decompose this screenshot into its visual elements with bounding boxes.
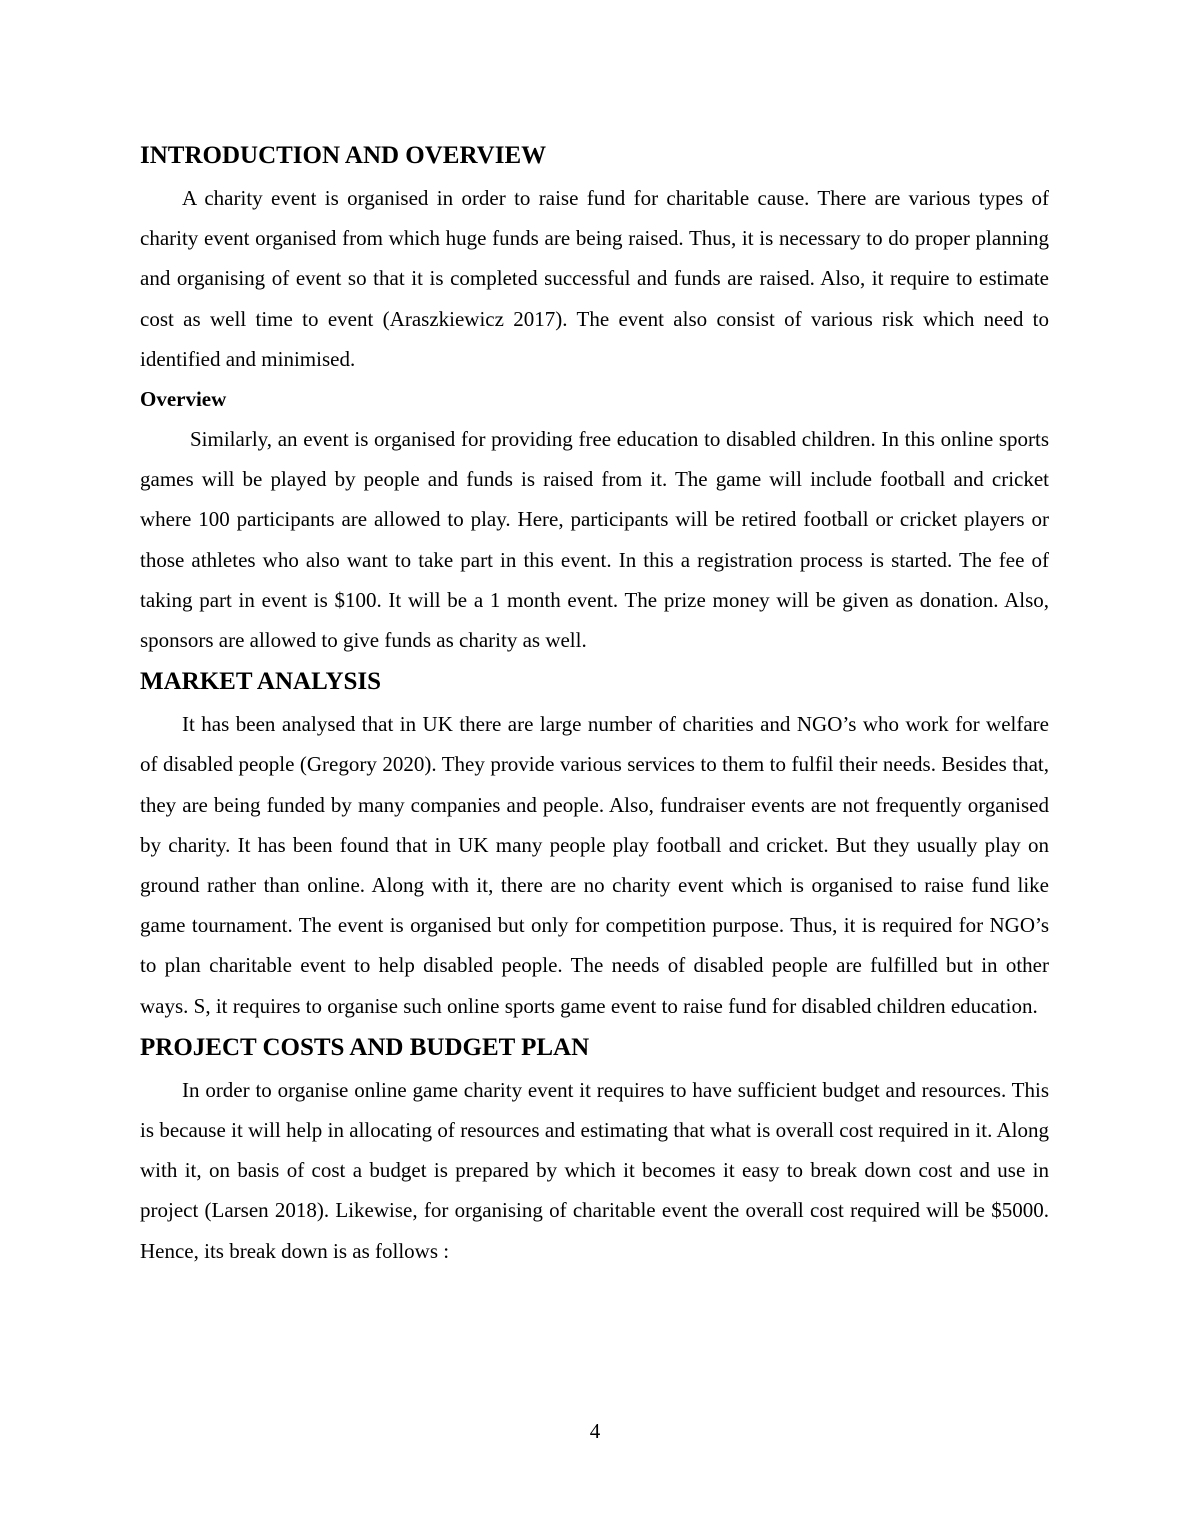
- overview-paragraph: Similarly, an event is organised for providing free education to disabled children. In this online sports games will be played by people and funds is raised from it. The game will include football and cricket where 100 participants are allowed to play. Here, participants will be retired football or cricket players or those athletes who also want to take part in this event. In this a registration process is started. The fee of taking part in event is $100. It will be a 1 month event. The prize money will be given as donation. Also, sponsors are allowed to give funds as charity as well.: [140, 427, 1049, 653]
- budget-plan-paragraph: In order to organise online game charity event it requires to have sufficient budget and resources. This is because it will help in allocating of resources and estimating that what is overall cost required in it. Along with it, on basis of cost a budget is prepared by which it becomes it easy to break down cost and use in project (Larsen 2018). Likewise, for organising of charitable event the overall cost required will be $5000. Hence, its break down is as follows :: [140, 1077, 1049, 1263]
- budget-plan-section: [140, 1030, 1049, 1271]
- introduction-paragraph: A charity event is organised in order to raise fund for charitable cause. There are various types of charity event organised from which huge funds are being raised. Thus, it is necessary to do proper planning and organising of event so that it is completed successful and funds are raised. Also, it require to estimate cost as well time to event (Araszkiewicz 2017). The event also consist of various risk which need to identified and minimised.: [140, 186, 1049, 371]
- market-analysis-section: [140, 664, 1049, 1026]
- introduction-heading: INTRODUCTION AND OVERVIEW: [140, 142, 547, 169]
- introduction-section: [140, 138, 1049, 660]
- document-page: [140, 138, 1049, 1271]
- budget-plan-heading: PROJECT COSTS AND BUDGET PLAN: [140, 1033, 590, 1061]
- overview-subheading: Overview: [140, 387, 227, 412]
- market-analysis-heading: MARKET ANALYSIS: [140, 668, 382, 696]
- market-analysis-paragraph: It has been analysed that in UK there are large number of charities and NGO’s who work for welfare of disabled people (Gregory 2020). They provide various services to them to fulfil their needs. Besides that, they are being funded by many companies and people. Also, fundraiser events are not frequently organised by charity. It has been found that in UK many people play football and cricket. But they usually play on ground rather than online. Along with it, there are no charity event which is organised to raise fund like game tournament. The event is organised but only for competition purpose. Thus, it is required for NGO’s to plan charitable event to help disabled people. The needs of disabled people are fulfilled but in other ways. S, it requires to organise such online sports game event to raise fund for disabled children education.: [140, 712, 1049, 1018]
- page-number: 4: [589, 1419, 601, 1443]
